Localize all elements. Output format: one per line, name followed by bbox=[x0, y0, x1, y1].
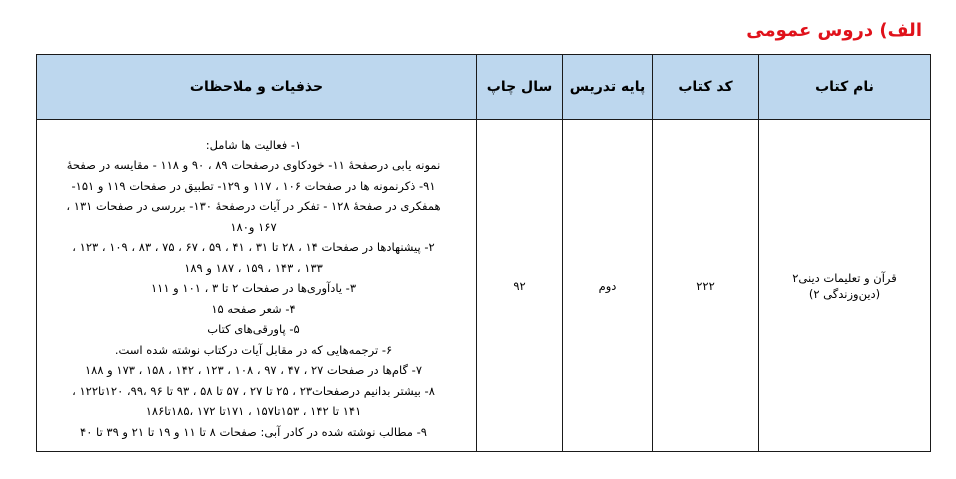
note-line: ۹۱- ذکرنمونه ها در صفحات ۱۰۶ ، ۱۱۷ و ۱۲۹- تطبیق در صفحات ۱۱۹ و ۱۵۱- bbox=[71, 178, 436, 193]
section-title: الف) دروس عمومی bbox=[746, 20, 922, 41]
note-line: ۴- شعر صفحه ۱۵ bbox=[211, 301, 296, 316]
cell-book-name bbox=[759, 120, 931, 452]
header-book-name: نام کتاب bbox=[759, 55, 931, 120]
note-line: همفکری در صفحهٔ ۱۲۸ - تفکر در آیات درصفحهٔ ۱۳۰- بررسی در صفحات ۱۳۱ ، bbox=[66, 199, 441, 214]
table-row bbox=[37, 120, 931, 452]
cell-notes bbox=[37, 120, 477, 452]
book-name-line2: (دین‌وزندگی ۲) bbox=[808, 286, 881, 301]
note-line: ۱۴۱ تا ۱۴۲ ، ۱۵۳تا۱۵۷ ، ۱۷۱تا ۱۷۲ ،۱۸۵تا۱۸۶ bbox=[145, 404, 362, 419]
header-grade: پایه تدریس bbox=[563, 55, 653, 120]
header-book-code: کد کتاب bbox=[653, 55, 759, 120]
header-notes: حذفیات و ملاحظات bbox=[37, 55, 477, 120]
note-line: ۵- پاورقی‌های کتاب bbox=[207, 322, 300, 337]
courses-table bbox=[36, 54, 931, 452]
note-line: ۱۶۷ و۱۸۰ bbox=[230, 219, 277, 234]
note-line: ۸- بیشتر بدانیم درصفحات۲۳ ، ۲۵ تا ۲۷ ، ۵۷ تا ۵۸ ، ۹۳ تا ۹۶ ،۹۹، ۱۲۰تا۱۲۲ ، bbox=[72, 383, 435, 398]
cell-print-year: ۹۲ bbox=[477, 120, 563, 452]
note-line: ۱۳۳ ، ۱۴۳ ، ۱۵۹ ، ۱۸۷ و ۱۸۹ bbox=[184, 260, 323, 275]
note-line: ۹- مطالب نوشته شده در کادر آبی: صفحات ۸ تا ۱۱ و ۱۹ تا ۲۱ و ۳۹ تا ۴۰ bbox=[80, 424, 427, 439]
note-line: نمونه یابی درصفحهٔ ۱۱- خودکاوی درصفحات ۸۹ ، ۹۰ و ۱۱۸ - مقایسه در صفحهٔ bbox=[66, 158, 441, 173]
note-line: ۲- پیشنهادها در صفحات ۱۴ ، ۲۸ تا ۳۱ ، ۴۱ ، ۵۹ ، ۶۷ ، ۷۵ ، ۸۳ ، ۱۰۹ ، ۱۲۳ ، bbox=[72, 240, 435, 255]
note-line: ۳- یادآوری‌ها در صفحات ۲ تا ۳ ، ۱۰۱ و ۱۱۱ bbox=[150, 281, 357, 296]
note-line: ۷- گام‌ها در صفحات ۲۷ ، ۴۷ ، ۹۷ ، ۱۰۸ ، ۱۲۳ ، ۱۴۲ ، ۱۵۸ ، ۱۷۳ و ۱۸۸ bbox=[85, 363, 422, 378]
note-line: ۱- فعالیت ها شامل: bbox=[205, 137, 302, 152]
table-header-row bbox=[37, 55, 931, 120]
book-name-line1: قرآن و تعلیمات دینی۲ bbox=[792, 270, 897, 285]
note-line: ۶- ترجمه‌هایی که در مقابل آیات درکتاب نوشته شده است. bbox=[114, 342, 393, 357]
cell-grade: دوم bbox=[563, 120, 653, 452]
header-print-year: سال چاپ bbox=[477, 55, 563, 120]
cell-book-code: ۲۲۲ bbox=[653, 120, 759, 452]
